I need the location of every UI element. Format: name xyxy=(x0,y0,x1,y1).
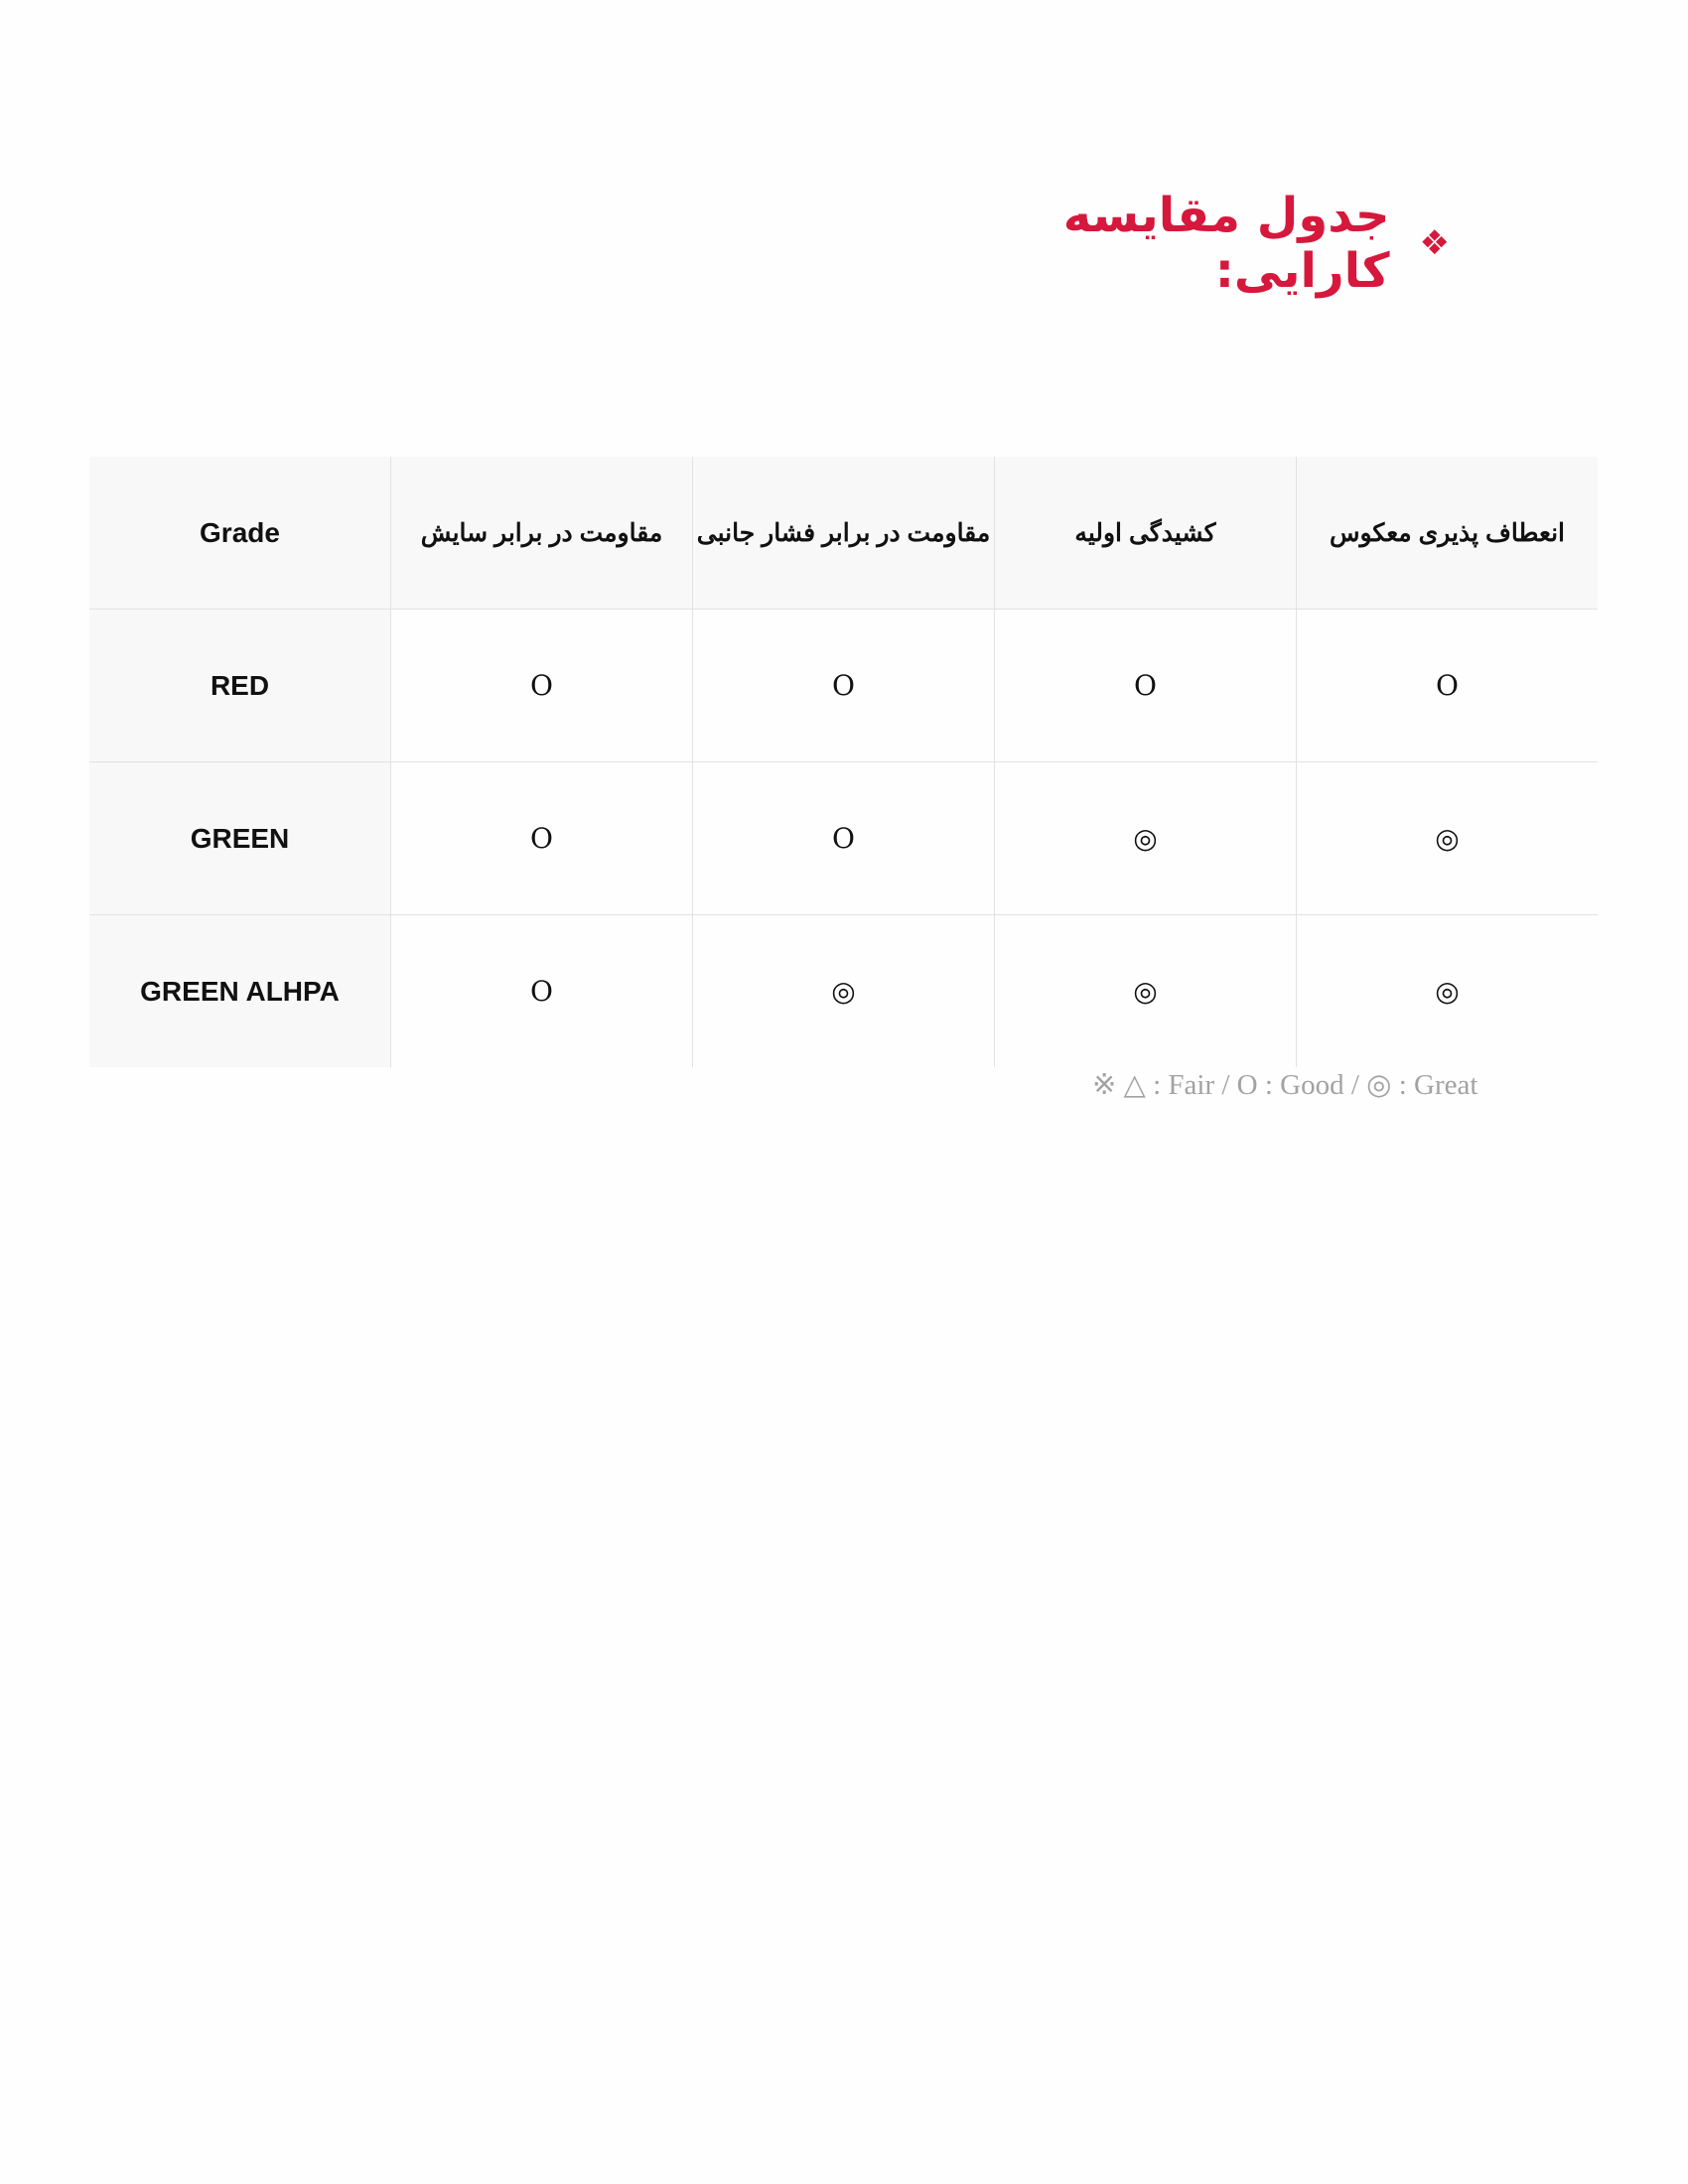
rating-cell: ◎ xyxy=(693,915,995,1068)
grade-cell: RED xyxy=(89,610,391,762)
header-reverse-flexibility: انعطاف پذیری معکوس xyxy=(1297,457,1599,610)
rating-cell: O xyxy=(693,610,995,762)
header-grade: Grade xyxy=(89,457,391,610)
rating-cell: ◎ xyxy=(1297,915,1599,1068)
section-heading xyxy=(953,188,1450,299)
page-title: جدول مقایسه کارایی: xyxy=(1062,188,1390,299)
header-lateral-pressure-resistance: مقاومت در برابر فشار جانبی xyxy=(693,457,995,610)
rating-cell: O xyxy=(693,762,995,915)
rating-cell: O xyxy=(995,610,1297,762)
rating-cell: ◎ xyxy=(995,915,1297,1068)
table-header-row xyxy=(89,457,1598,610)
table-row xyxy=(89,915,1598,1068)
rating-cell: O xyxy=(1297,610,1599,762)
rating-cell: ◎ xyxy=(995,762,1297,915)
rating-cell: ◎ xyxy=(1297,762,1599,915)
performance-comparison-table xyxy=(89,457,1598,1067)
diamond-bullet-icon: ❖ xyxy=(1419,223,1450,263)
rating-cell: O xyxy=(391,762,693,915)
table-row xyxy=(89,762,1598,915)
rating-legend: ※ △ : Fair / O : Good / ◎ : Great xyxy=(1092,1069,1478,1101)
header-initial-tack: کشیدگی اولیه xyxy=(995,457,1297,610)
grade-cell: GREEN xyxy=(89,762,391,915)
table-row xyxy=(89,610,1598,762)
rating-cell: O xyxy=(391,610,693,762)
grade-cell: GREEN ALHPA xyxy=(89,915,391,1068)
header-abrasion-resistance: مقاومت در برابر سایش xyxy=(391,457,693,610)
rating-cell: O xyxy=(391,915,693,1068)
